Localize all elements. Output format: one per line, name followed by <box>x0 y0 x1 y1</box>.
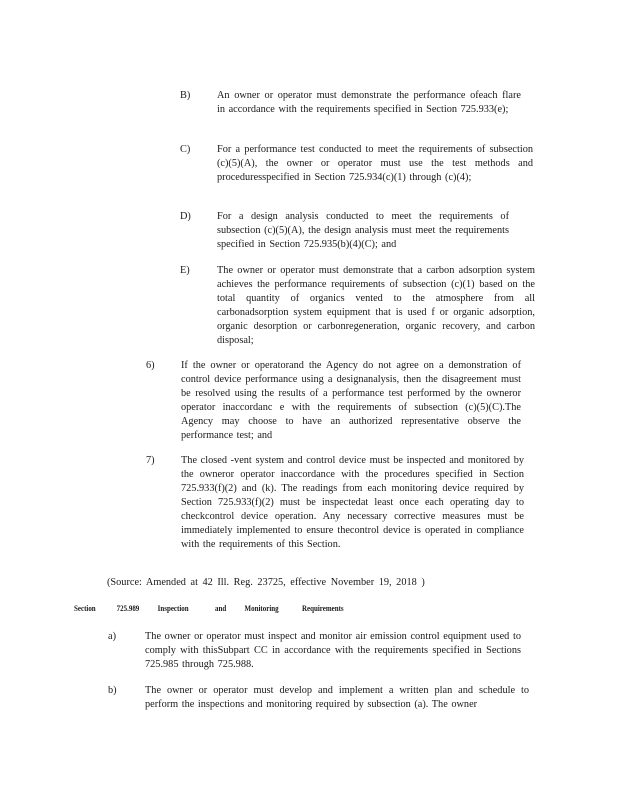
subsection-label: b) <box>108 685 117 696</box>
section-title-word: and <box>215 603 227 613</box>
clause-label: 7) <box>146 455 155 466</box>
clause-d <box>180 210 540 254</box>
subsection-label: a) <box>108 631 116 642</box>
section-number: 725.989 <box>116 603 140 613</box>
section-title-word: Requirements <box>301 603 344 613</box>
subsection-a <box>108 630 538 674</box>
clause-text: The owner or operator must demonstrate that a carbon adsorption system achieves the performance requirements of subsection (c)(1) based on the total quantity of organics vented to the atmosphere from all carbonadsorption system equipment that is used f or organic adsorption, organic desorption or carbonregeneration, organic recovery, and carbon disposal; <box>217 265 535 346</box>
clause-label: 6) <box>146 360 155 371</box>
clause-e <box>180 264 540 350</box>
clause-text: For a design analysis conducted to meet the requirements of subsection (c)(5)(A), the design analysis must meet the requirements specified in Section 725.935(b)(4)(C); and <box>217 211 509 250</box>
clause-7 <box>146 454 536 568</box>
clause-text: The closed -vent system and control device must be inspected and monitored by the owneror operator inaccordance with the procedures specified in Section 725.933(f)(2) and (k). The readings from each monitoring device required by Section 725.933(f)(2) must be inspectedat least once each operating day to checkcontrol device operation. Any necessary corrective measures must be immediately implemented to ensure thecontrol device is operated in compliance with the requirements of this Section. <box>181 455 524 550</box>
section-title-word: Monitoring <box>244 603 279 613</box>
section-title-word: Inspection <box>157 603 189 613</box>
source-note: (Source: Amended at 42 Ill. Reg. 23725, effective November 19, 2018 ) <box>107 577 425 588</box>
clause-label: C) <box>180 144 191 155</box>
section-heading <box>74 603 344 617</box>
clause-text: If the owner or operatorand the Agency do not agree on a demonstration of control device performance using a designanalysis, then the disagreement must be resolved using the results of a performance test performed by the owneror operator inaccordanc e with the requirements of subsection (c)(5)(C).The Agency may choose to have an authorized representative observe the performance test; and <box>181 360 521 441</box>
clause-b <box>180 89 540 133</box>
clause-6 <box>146 359 536 445</box>
clause-label: E) <box>180 265 190 276</box>
clause-label: B) <box>180 90 191 101</box>
subsection-text: The owner or operator must develop and implement a written plan and schedule to perform the inspections and monitoring required by subsection (a). The owner <box>145 685 529 710</box>
clause-label: D) <box>180 211 191 222</box>
clause-text: For a performance test conducted to meet the requirements of subsection (c)(5)(A), the owner or operator must use the test methods and proceduresspecified in Section 725.934(c)(1) through (c)(4); <box>217 144 533 183</box>
clause-c <box>180 143 540 201</box>
section-word: Section <box>74 603 96 613</box>
clause-text: An owner or operator must demonstrate the performance ofeach flare in accordance with the requirements specified in Section 725.933(e); <box>217 90 521 115</box>
subsection-text: The owner or operator must inspect and monitor air emission control equipment used to comply with thisSubpart CC in accordance with the requirements specified in Sections 725.985 through 725.988. <box>145 631 521 670</box>
subsection-b <box>108 684 538 714</box>
